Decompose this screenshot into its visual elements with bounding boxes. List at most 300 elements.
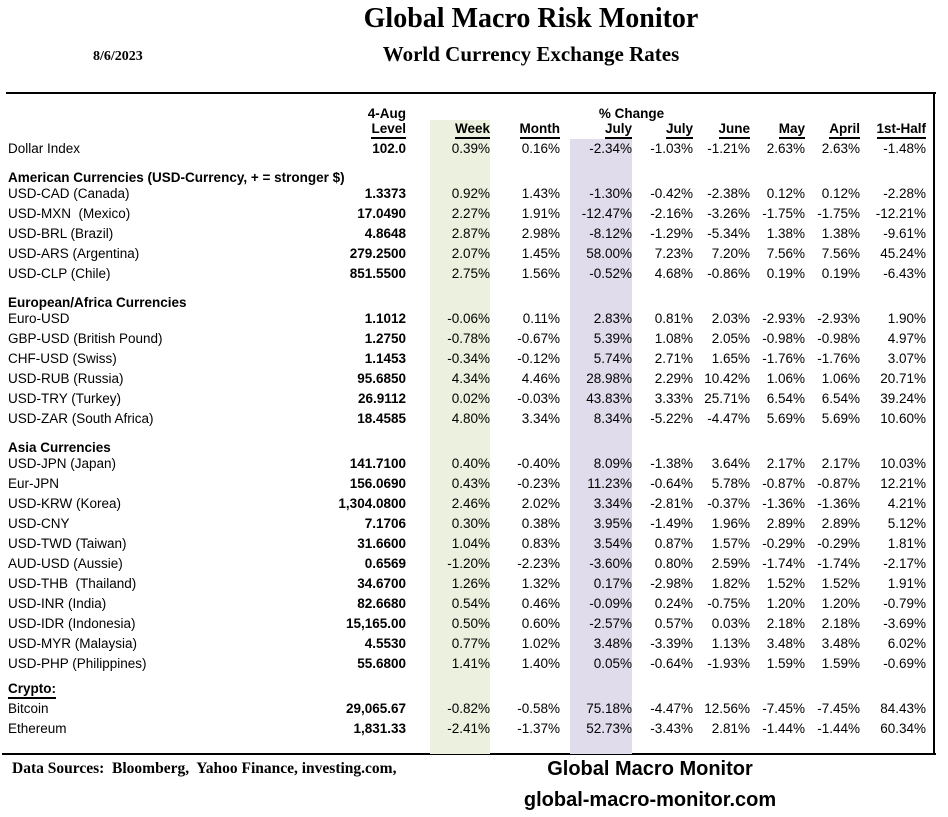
row-label: USD-CAD (Canada) (8, 186, 130, 202)
cell-april: -0.87% (817, 476, 861, 492)
spacer-cell (632, 409, 642, 429)
cell-april: 1.38% (821, 226, 861, 242)
cell-1st-half: 84.43% (880, 701, 927, 717)
spacer-cell (632, 349, 642, 369)
spacer-cell (406, 534, 430, 554)
spacer-cell (406, 634, 430, 654)
cell-july: 0.57% (654, 616, 694, 632)
table-row (8, 494, 926, 514)
cell-1st-half: -1.48% (883, 141, 927, 157)
spacer-cell (560, 139, 570, 159)
cell-june: -3.26% (707, 206, 751, 222)
cell-july: -3.39% (650, 636, 694, 652)
spacer-cell (490, 389, 502, 409)
row-label: GBP-USD (British Pound) (8, 331, 163, 347)
cell-june: 5.78% (711, 476, 751, 492)
website-link: global-macro-monitor.com (523, 789, 777, 811)
cell-1st-half: 5.12% (887, 516, 927, 532)
spacer-cell (632, 369, 642, 389)
cell-june: 0.03% (711, 616, 751, 632)
cell-june (693, 159, 750, 184)
cell-june: 1.96% (711, 516, 751, 532)
top-divider (6, 92, 936, 94)
cell-june: 2.81% (711, 721, 751, 737)
cell-level (330, 284, 406, 309)
cell-june: 2.59% (711, 556, 751, 572)
spacer-cell (560, 204, 570, 224)
column-header-month: Month (502, 120, 560, 139)
spacer-cell (490, 284, 502, 309)
cell-level: 15,165.00 (345, 616, 406, 632)
cell-july: 2.29% (654, 371, 694, 387)
row-label: Bitcoin (8, 701, 49, 717)
cell-june (693, 429, 750, 454)
report-title: Global Macro Risk Monitor (363, 3, 699, 34)
cell-week: 1.04% (430, 534, 490, 554)
cell-1st-half: 1.91% (887, 576, 927, 592)
cell-july: -1.38% (650, 456, 694, 472)
cell-april (805, 429, 860, 454)
cell-april: 2.18% (821, 616, 861, 632)
cell-july-monthly: 8.09% (570, 454, 632, 474)
cell-level: 31.6600 (357, 536, 406, 552)
cell-1st-half: 20.71% (880, 371, 927, 387)
cell-june: -1.93% (707, 656, 751, 672)
cell-level: 1.3373 (364, 186, 406, 202)
cell-week: 0.77% (430, 634, 490, 654)
section-header-row (8, 674, 926, 699)
cell-level: 1.1453 (364, 351, 406, 367)
spacer-cell (406, 244, 430, 264)
cell-month: -0.40% (517, 456, 560, 472)
cell-june: 1.82% (711, 576, 751, 592)
row-label: USD-IDR (Indonesia) (8, 616, 136, 632)
section-header-row (8, 159, 926, 184)
cell-june: 2.05% (711, 331, 751, 347)
cell-june: -5.34% (707, 226, 751, 242)
column-header-april: April (805, 120, 860, 139)
cell-july-monthly (570, 284, 632, 309)
cell-week: 1.41% (430, 654, 490, 674)
spacer-cell (632, 739, 642, 754)
spacer-cell (632, 329, 642, 349)
spacer-cell (490, 224, 502, 244)
cell-month (502, 429, 560, 454)
spacer-cell (632, 389, 642, 409)
cell-july-monthly (570, 739, 632, 754)
cell-1st-half (860, 674, 926, 699)
cell-june: 3.64% (711, 456, 751, 472)
spacer-cell (490, 159, 502, 184)
cell-july-monthly: 75.18% (570, 699, 632, 719)
cell-july-monthly: 8.34% (570, 409, 632, 429)
cell-july: -0.64% (650, 476, 694, 492)
cell-level: 851.5500 (349, 266, 406, 282)
spacer-cell (560, 409, 570, 429)
cell-july-monthly: -1.30% (570, 184, 632, 204)
table-row (8, 204, 926, 224)
cell-april: 0.12% (821, 186, 861, 202)
group-header-pct-change: % Change (598, 105, 665, 121)
cell-april: 2.63% (821, 141, 861, 157)
cell-april: 1.06% (821, 371, 861, 387)
cell-july-monthly (570, 159, 632, 184)
spacer-cell (560, 184, 570, 204)
cell-july: 0.80% (654, 556, 694, 572)
cell-level (330, 674, 406, 699)
row-label: USD-PHP (Philippines) (8, 656, 147, 672)
row-label: Asia Currencies (8, 439, 111, 455)
cell-may: 6.54% (766, 391, 806, 407)
cell-month: -1.37% (517, 721, 560, 737)
column-header-week: Week (430, 120, 490, 139)
cell-april: 7.56% (821, 246, 861, 262)
spacer-cell (632, 284, 642, 309)
table-row (8, 534, 926, 554)
row-label: European/Africa Currencies (8, 294, 187, 310)
cell-june: -2.38% (707, 186, 751, 202)
cell-level: 102.0 (372, 141, 406, 157)
row-label: USD-MXN (Mexico) (8, 206, 131, 222)
spacer-cell (632, 594, 642, 614)
spacer-cell (406, 389, 430, 409)
cell-month: -2.23% (517, 556, 560, 572)
spacer-cell (560, 349, 570, 369)
table-row (8, 574, 926, 594)
spacer-cell (560, 159, 570, 184)
cell-may: 1.38% (766, 226, 806, 242)
spacer-cell (406, 614, 430, 634)
cell-july-monthly: 3.54% (570, 534, 632, 554)
cell-may: 1.20% (766, 596, 806, 612)
spacer-cell (632, 494, 642, 514)
cell-week (430, 159, 490, 184)
cell-may: 5.69% (766, 411, 806, 427)
cell-june: 1.13% (711, 636, 751, 652)
table-row (8, 614, 926, 634)
cell-month: 1.32% (521, 576, 560, 592)
spacer-cell (632, 159, 642, 184)
spacer-cell (560, 494, 570, 514)
spacer-cell (490, 349, 502, 369)
cell-may: -7.45% (762, 701, 806, 717)
table-row (8, 719, 926, 739)
table-row (8, 184, 926, 204)
spacer-cell (632, 719, 642, 739)
table-row (8, 474, 926, 494)
spacer-cell (560, 329, 570, 349)
cell-1st-half: -12.21% (875, 206, 927, 222)
cell-april: 0.19% (821, 266, 861, 282)
cell-june: -0.75% (707, 596, 751, 612)
cell-july-monthly: 28.98% (570, 369, 632, 389)
spacer-cell (406, 184, 430, 204)
spacer-cell (490, 594, 502, 614)
cell-month: 1.43% (521, 186, 560, 202)
spacer-cell (632, 514, 642, 534)
group-header-4aug: 4-Aug (367, 105, 406, 121)
spacer-cell (490, 674, 502, 699)
row-label: USD-TRY (Turkey) (8, 391, 122, 407)
spacer-cell (632, 634, 642, 654)
spacer-cell (490, 244, 502, 264)
table-group-header-row (8, 96, 926, 120)
cell-week: 1.26% (430, 574, 490, 594)
cell-1st-half: 4.97% (887, 331, 927, 347)
cell-june: -0.37% (707, 496, 751, 512)
cell-week (430, 674, 490, 699)
cell-july-monthly: -0.09% (570, 594, 632, 614)
spacer-cell (490, 699, 502, 719)
cell-may (750, 674, 805, 699)
cell-week: 4.34% (430, 369, 490, 389)
spacer-cell (406, 594, 430, 614)
cell-week: 0.40% (430, 454, 490, 474)
cell-june: 2.03% (711, 311, 751, 327)
cell-july-monthly: 0.05% (570, 654, 632, 674)
row-label: Euro-USD (8, 311, 70, 327)
table-row (8, 554, 926, 574)
cell-level: 17.0490 (357, 206, 406, 222)
cell-1st-half: 1.90% (887, 311, 927, 327)
spacer-cell (406, 494, 430, 514)
spacer-cell (560, 699, 570, 719)
spacer-cell (560, 429, 570, 454)
spacer-cell (632, 534, 642, 554)
cell-month: 1.91% (521, 206, 560, 222)
spacer-cell (490, 634, 502, 654)
table-row (8, 699, 926, 719)
cell-july-monthly: 3.48% (570, 634, 632, 654)
spacer-cell (560, 674, 570, 699)
cell-level: 7.1706 (364, 516, 406, 532)
cell-month: -0.23% (517, 476, 560, 492)
column-header-july: July (642, 120, 693, 139)
spacer-cell (490, 329, 502, 349)
cell-1st-half (860, 284, 926, 309)
cell-july: 0.24% (654, 596, 694, 612)
cell-may: -0.29% (762, 536, 806, 552)
cell-april: -1.74% (817, 556, 861, 572)
cell-april (805, 284, 860, 309)
spacer-cell (406, 739, 430, 754)
cell-level: 156.0690 (349, 476, 406, 492)
spacer-cell (406, 429, 430, 454)
row-label: USD-BRL (Brazil) (8, 226, 114, 242)
spacer-cell (560, 554, 570, 574)
cell-july: 2.71% (654, 351, 694, 367)
table-row (8, 654, 926, 674)
cell-may: 2.17% (766, 456, 806, 472)
spacer-cell (490, 139, 502, 159)
cell-june (693, 674, 750, 699)
cell-week (430, 429, 490, 454)
table-row (8, 244, 926, 264)
cell-week: 2.07% (430, 244, 490, 264)
cell-may: -1.76% (762, 351, 806, 367)
spacer-cell (406, 554, 430, 574)
row-label: Dollar Index (8, 141, 81, 157)
cell-may: -1.75% (762, 206, 806, 222)
cell-week: 0.02% (430, 389, 490, 409)
cell-may: -1.44% (762, 721, 806, 737)
cell-july: -4.47% (650, 701, 694, 717)
cell-month (502, 284, 560, 309)
spacer-cell (490, 184, 502, 204)
cell-week: 0.30% (430, 514, 490, 534)
spacer-cell (632, 554, 642, 574)
right-border-line (933, 92, 935, 755)
cell-level: 34.6700 (357, 576, 406, 592)
cell-week: -0.34% (430, 349, 490, 369)
currency-table (8, 96, 926, 754)
table-row (8, 224, 926, 244)
cell-week: 2.87% (430, 224, 490, 244)
cell-april: -1.36% (817, 496, 861, 512)
cell-1st-half: 60.34% (880, 721, 927, 737)
table-row (8, 264, 926, 284)
cell-july: -1.29% (650, 226, 694, 242)
cell-level: 29,065.67 (345, 701, 406, 717)
cell-july: -3.43% (650, 721, 694, 737)
spacer-cell (406, 284, 430, 309)
cell-1st-half: -0.69% (883, 656, 927, 672)
cell-level (330, 739, 406, 754)
spacer-cell (560, 389, 570, 409)
cell-month: 1.40% (521, 656, 560, 672)
cell-april: 3.48% (821, 636, 861, 652)
spacer-cell (560, 634, 570, 654)
column-header-level: Level (330, 120, 406, 139)
table-row (8, 409, 926, 429)
cell-may: 1.06% (766, 371, 806, 387)
cell-july: 1.08% (654, 331, 694, 347)
cell-july (642, 159, 693, 184)
spacer-cell (490, 534, 502, 554)
cell-level: 55.6800 (357, 656, 406, 672)
cell-1st-half: -2.17% (883, 556, 927, 572)
cell-week: -2.41% (430, 719, 490, 739)
cell-1st-half: 1.81% (887, 536, 927, 552)
row-label: CHF-USD (Swiss) (8, 351, 117, 367)
cell-1st-half: -9.61% (883, 226, 927, 242)
spacer-cell (490, 429, 502, 454)
cell-level: 1.1012 (364, 311, 406, 327)
spacer-cell (406, 674, 430, 699)
cell-may: 2.89% (766, 516, 806, 532)
spacer-cell (632, 454, 642, 474)
cell-week: 4.80% (430, 409, 490, 429)
row-label: USD-ZAR (South Africa) (8, 411, 154, 427)
column-header-may: May (750, 120, 805, 139)
spacer-cell (406, 474, 430, 494)
row-label: American Currencies (USD-Currency, + = stronger $) (8, 169, 345, 185)
cell-june (693, 284, 750, 309)
cell-level: 141.7100 (349, 456, 406, 472)
cell-level: 1.2750 (364, 331, 406, 347)
spacer-cell (406, 719, 430, 739)
cell-level: 18.4585 (357, 411, 406, 427)
cell-1st-half: -3.69% (883, 616, 927, 632)
cell-month: 0.38% (521, 516, 560, 532)
row-label: Eur-JPN (8, 476, 60, 492)
cell-1st-half: 4.21% (887, 496, 927, 512)
spacer-cell (560, 264, 570, 284)
spacer-cell (632, 674, 642, 699)
cell-week (430, 739, 490, 754)
spacer-cell (406, 349, 430, 369)
spacer-cell (490, 719, 502, 739)
cell-1st-half (860, 739, 926, 754)
spacer-cell (632, 654, 642, 674)
cell-1st-half: 6.02% (887, 636, 927, 652)
cell-july-monthly: -12.47% (570, 204, 632, 224)
cell-month: 2.02% (521, 496, 560, 512)
cell-july: -5.22% (650, 411, 694, 427)
row-label: USD-RUB (Russia) (8, 371, 124, 387)
cell-june: -0.86% (707, 266, 751, 282)
cell-level: 279.2500 (349, 246, 406, 262)
cell-month: -0.12% (517, 351, 560, 367)
cell-1st-half: 10.60% (880, 411, 927, 427)
spacer-cell (490, 554, 502, 574)
spacer-cell (406, 264, 430, 284)
table-row (8, 634, 926, 654)
row-label: Crypto: (8, 674, 330, 699)
row-label: USD-MYR (Malaysia) (8, 636, 138, 652)
cell-month: 1.02% (521, 636, 560, 652)
spacer-cell (560, 309, 570, 329)
cell-may: 2.63% (766, 141, 806, 157)
table-row (8, 349, 926, 369)
report-subtitle: World Currency Exchange Rates (382, 42, 680, 66)
cell-may: 3.48% (766, 636, 806, 652)
cell-june: 7.20% (711, 246, 751, 262)
cell-month: 0.16% (521, 141, 560, 157)
cell-june: 10.42% (704, 371, 751, 387)
row-label: Ethereum (8, 721, 67, 737)
spacer-cell (406, 204, 430, 224)
spacer-cell (560, 614, 570, 634)
cell-april: 1.59% (821, 656, 861, 672)
cell-may (750, 429, 805, 454)
table-row (8, 514, 926, 534)
spacer-cell (632, 204, 642, 224)
section-header-row (8, 429, 926, 454)
cell-1st-half: -2.28% (883, 186, 927, 202)
table-row (8, 454, 926, 474)
cell-may: 1.59% (766, 656, 806, 672)
spacer-cell (490, 369, 502, 389)
cell-july-monthly: 43.83% (570, 389, 632, 409)
cell-july-monthly: 5.74% (570, 349, 632, 369)
cell-june: 1.57% (711, 536, 751, 552)
spacer-cell (490, 309, 502, 329)
row-label: USD-CNY (8, 516, 70, 532)
cell-june: -4.47% (707, 411, 751, 427)
cell-month: 4.46% (521, 371, 560, 387)
cell-july: -0.42% (650, 186, 694, 202)
cell-may: -1.74% (762, 556, 806, 572)
cell-april: -2.93% (817, 311, 861, 327)
cell-week: 2.27% (430, 204, 490, 224)
spacer-cell (632, 224, 642, 244)
report-date: 8/6/2023 (93, 49, 143, 64)
spacer-cell (560, 369, 570, 389)
table-row (8, 309, 926, 329)
cell-1st-half: -0.79% (883, 596, 927, 612)
cell-may: 1.52% (766, 576, 806, 592)
